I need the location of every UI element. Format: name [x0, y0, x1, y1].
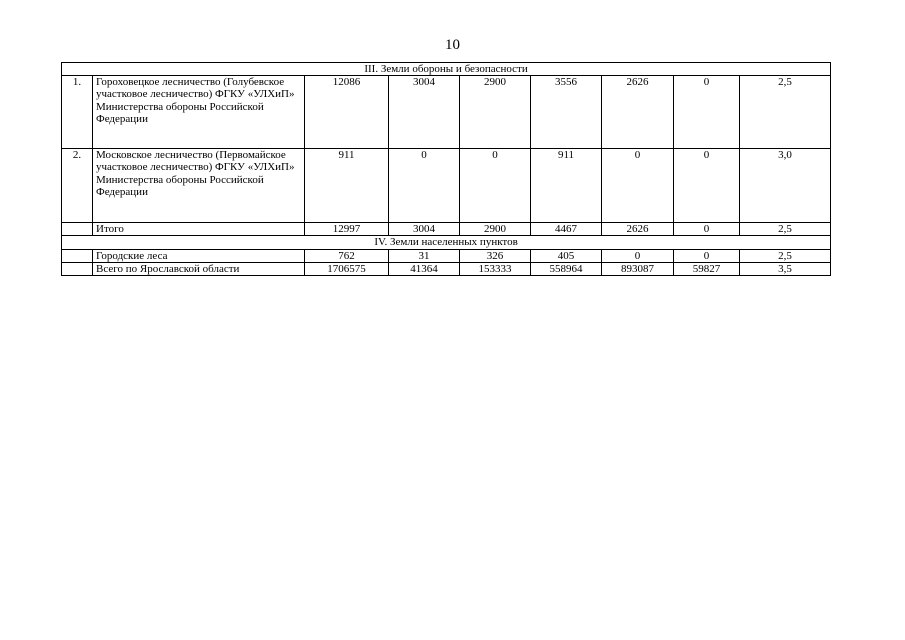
cell-value: 0 — [602, 149, 674, 223]
cell-value: 3,5 — [740, 262, 831, 275]
cell-value: 3,0 — [740, 149, 831, 223]
cell-value: 0 — [674, 249, 740, 262]
forest-data-table — [61, 62, 831, 276]
row-name: Московское лесничество (Первомайское участковое лесничество) ФГКУ «УЛХиП» Министерства обороны Российской Федерации — [93, 149, 305, 223]
cell-value: 2,5 — [740, 249, 831, 262]
cell-value: 326 — [460, 249, 531, 262]
cell-value: 12086 — [305, 76, 389, 149]
row-name: Итого — [93, 223, 305, 236]
cell-value: 2,5 — [740, 223, 831, 236]
cell-value: 911 — [305, 149, 389, 223]
section-header-row — [62, 236, 831, 249]
cell-value: 0 — [674, 149, 740, 223]
table-row-grand-total — [62, 262, 831, 275]
cell-value: 0 — [389, 149, 460, 223]
cell-value: 59827 — [674, 262, 740, 275]
cell-value: 911 — [531, 149, 602, 223]
page-number: 10 — [445, 37, 460, 53]
cell-value: 2,5 — [740, 76, 831, 149]
cell-value: 0 — [602, 249, 674, 262]
row-number — [62, 249, 93, 262]
cell-value: 2626 — [602, 76, 674, 149]
cell-value: 0 — [674, 223, 740, 236]
row-number: 1. — [62, 76, 93, 149]
cell-value: 2900 — [460, 76, 531, 149]
row-name: Гороховецкое лесничество (Голубевское участковое лесничество) ФГКУ «УЛХиП» Министерства обороны Российской Федерации — [93, 76, 305, 149]
table-row — [62, 76, 831, 149]
cell-value: 405 — [531, 249, 602, 262]
table-row — [62, 249, 831, 262]
cell-value: 0 — [460, 149, 531, 223]
cell-value: 12997 — [305, 223, 389, 236]
row-number — [62, 223, 93, 236]
cell-value: 2900 — [460, 223, 531, 236]
table-row — [62, 149, 831, 223]
cell-value: 153333 — [460, 262, 531, 275]
cell-value: 2626 — [602, 223, 674, 236]
table-row-total — [62, 223, 831, 236]
row-name: Всего по Ярославской области — [93, 262, 305, 275]
cell-value: 893087 — [602, 262, 674, 275]
cell-value: 3556 — [531, 76, 602, 149]
section-title: IV. Земли населенных пунктов — [62, 236, 831, 249]
section-header-row — [62, 63, 831, 76]
cell-value: 31 — [389, 249, 460, 262]
cell-value: 558964 — [531, 262, 602, 275]
row-number — [62, 262, 93, 275]
cell-value: 3004 — [389, 223, 460, 236]
cell-value: 1706575 — [305, 262, 389, 275]
cell-value: 4467 — [531, 223, 602, 236]
row-number: 2. — [62, 149, 93, 223]
row-name: Городские леса — [93, 249, 305, 262]
section-title: III. Земли обороны и безопасности — [62, 63, 831, 76]
cell-value: 3004 — [389, 76, 460, 149]
cell-value: 41364 — [389, 262, 460, 275]
cell-value: 762 — [305, 249, 389, 262]
cell-value: 0 — [674, 76, 740, 149]
